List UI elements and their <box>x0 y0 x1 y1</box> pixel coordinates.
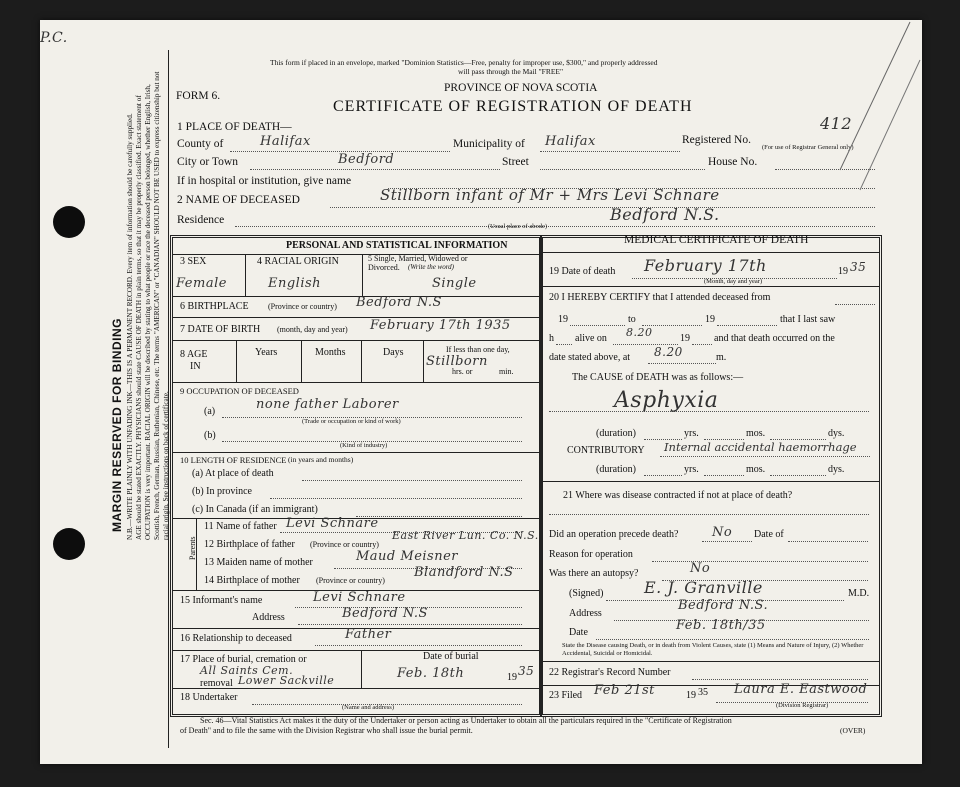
md-label: M.D. <box>848 588 870 599</box>
attended-from-19: 19 <box>558 314 568 325</box>
informant-address-value: Bedford N.S <box>342 606 428 621</box>
certificate-page <box>40 20 922 764</box>
min-label: min. <box>499 367 514 376</box>
mail-notice: This form if placed in an envelope, marked "Dominion Statistics—Free, penalty for improper use, $300," and properly addressed <box>270 58 658 67</box>
registrar-signature: Laura E. Eastwood <box>734 682 868 697</box>
occ-b-label: (b) <box>204 430 216 441</box>
age-label: 8 AGE <box>180 349 208 360</box>
residence-note: (Usual place of abode) <box>488 223 548 230</box>
date-of-death-note: (Month, day and year) <box>704 278 763 285</box>
residence-length-note: (in years and months) <box>288 455 354 464</box>
parents-label: Parents <box>188 536 197 560</box>
cause-yrs-label: yrs. <box>684 428 699 439</box>
filed-year-prefix: 19 <box>686 690 696 701</box>
relationship-value: Father <box>345 627 392 642</box>
date-burial-label: Date of burial <box>423 651 479 662</box>
occ-a-label: (a) <box>204 406 216 417</box>
mail-notice-2: will pass through the Mail "FREE" <box>458 67 564 76</box>
father-birthplace-note: (Province or country) <box>310 540 379 549</box>
at-place-label: (a) At place of death <box>192 468 274 479</box>
age-label2: IN <box>190 361 201 372</box>
months-label: Months <box>315 347 346 358</box>
mother-birthplace-value: Blandford N.S <box>414 565 514 580</box>
page-title: CERTIFICATE OF REGISTRATION OF DEATH <box>333 98 693 115</box>
registered-value: 412 <box>820 114 853 133</box>
burial-label2: removal <box>200 678 233 689</box>
contributory-duration-label: (duration) <box>596 464 636 475</box>
date-of-death-value: February 17th <box>644 256 767 275</box>
autopsy-label: Was there an autopsy? <box>549 568 639 579</box>
contributory-value: Internal accidental haemorrhage <box>664 440 857 454</box>
occ-a-value: none father Laborer <box>256 397 399 412</box>
street-label: Street <box>502 156 529 168</box>
time-of-death-value: 8.20 <box>654 345 683 359</box>
physician-signature: E. J. Granville <box>644 578 763 597</box>
dob-value: February 17th 1935 <box>370 318 511 333</box>
marital-value: Single <box>432 276 477 291</box>
undertaker-note: (Name and address) <box>342 704 394 711</box>
disease-contracted-label: 21 Where was disease contracted if not at place of death? <box>563 490 793 501</box>
binder-hole-bottom <box>53 528 85 560</box>
mother-birthplace-note: (Province or country) <box>316 576 385 585</box>
binder-hole-top <box>53 206 85 238</box>
undertaker-label: 18 Undertaker <box>180 692 238 703</box>
place-of-death-label: 1 PLACE OF DEATH— <box>177 121 292 133</box>
informant-address-label: Address <box>252 612 285 623</box>
municipality-value: Halifax <box>545 134 596 149</box>
date-burial-year-prefix: 19 <box>507 672 517 683</box>
residence-label: Residence <box>177 214 225 226</box>
deceased-name-label: 2 NAME OF DECEASED <box>177 194 300 206</box>
physician-date-value: Feb. 18th/35 <box>676 618 766 633</box>
municipality-label: Municipality of <box>453 138 525 150</box>
medical-heading: MEDICAL CERTIFICATE OF DEATH <box>624 234 809 246</box>
certify-statement: 20 I HEREBY CERTIFY that I attended deceased from <box>549 292 771 303</box>
last-saw-text: that I last saw <box>780 314 836 325</box>
registrar-note: (Division Registrar) <box>776 702 829 709</box>
relationship-label: 16 Relationship to deceased <box>180 633 292 644</box>
time-m-label: m. <box>716 352 727 363</box>
operation-value: No <box>712 525 733 540</box>
alive-on-value: 8.20 <box>626 326 653 339</box>
over-label: (OVER) <box>840 726 866 735</box>
registered-label: Registered No. <box>682 134 751 146</box>
date-stated-text: date stated above, at <box>549 352 631 363</box>
birthplace-note: (Province or country) <box>268 302 337 311</box>
residence-length-label: 10 LENGTH OF RESIDENCE <box>180 455 287 465</box>
dob-label: 7 DATE OF BIRTH <box>180 324 261 335</box>
h-label: h <box>549 333 554 344</box>
city-label: City or Town <box>177 156 238 168</box>
form-number: FORM 6. <box>176 90 221 102</box>
physician-address-label: Address <box>569 608 602 619</box>
sex-label: 3 SEX <box>180 256 207 267</box>
cause-label: The CAUSE of DEATH was as follows:— <box>572 372 744 383</box>
sec46-line-2: of Death" and to file the same with the Division Registrar who shall issue the burial permit. <box>180 726 473 735</box>
occupation-label: 9 OCCUPATION OF DECEASED <box>180 386 299 396</box>
marital-label: 5 Single, Married, Widowed or <box>368 254 468 263</box>
date-burial-value: Feb. 18th <box>397 666 465 681</box>
operation-date-label: Date of <box>754 529 784 540</box>
birthplace-value: Bedford N.S <box>356 295 442 310</box>
racial-value: English <box>268 276 322 291</box>
operation-label: Did an operation precede death? <box>549 529 679 540</box>
corner-mark: P.C. <box>40 30 68 46</box>
filed-year: 35 <box>698 687 708 698</box>
death-occurred-text: and that death occurred on the <box>714 333 835 344</box>
in-canada-label: (c) In Canada (if an immigrant) <box>192 504 318 515</box>
personal-heading: PERSONAL AND STATISTICAL INFORMATION <box>286 240 508 251</box>
occ-a-note: (Trade or occupation or kind of work) <box>302 418 401 425</box>
county-label: County of <box>177 138 224 150</box>
filed-label: 23 Filed <box>549 690 583 701</box>
city-value: Bedford <box>338 152 395 167</box>
occ-b-note: (Kind of industry) <box>340 442 388 449</box>
racial-label: 4 RACIAL ORIGIN <box>257 256 339 267</box>
physician-address-value: Bedford N.S. <box>678 598 769 613</box>
contributory-yrs-label: yrs. <box>684 464 699 475</box>
mother-value: Maud Meisner <box>356 549 459 564</box>
contributory-dys-label: dys. <box>828 464 845 475</box>
mother-birthplace-label: 14 Birthplace of mother <box>204 575 300 586</box>
attended-to-19: 19 <box>705 314 715 325</box>
residence-value: Bedford N.S. <box>610 205 720 224</box>
burial-label: 17 Place of burial, cremation or <box>180 654 307 665</box>
operation-reason-label: Reason for operation <box>549 549 633 560</box>
date-of-death-year: 35 <box>850 260 867 274</box>
informant-label: 15 Informant's name <box>180 595 263 606</box>
burial-value-2: Lower Sackville <box>238 674 335 687</box>
date-of-death-label: 19 Date of death <box>549 266 616 277</box>
in-province-label: (b) In province <box>192 486 252 497</box>
physician-date-label: Date <box>569 627 588 638</box>
alive-on-19: 19 <box>680 333 690 344</box>
date-of-death-year-prefix: 19 <box>838 266 848 277</box>
deceased-name-value: Stillborn infant of Mr + Mrs Levi Schnare <box>380 186 720 204</box>
autopsy-value: No <box>690 561 711 576</box>
father-label: 11 Name of father <box>204 521 277 532</box>
days-label: Days <box>383 347 404 358</box>
registered-note: (For use of Registrar General only) <box>762 144 854 151</box>
age-value: Stillborn <box>426 354 488 369</box>
years-label: Years <box>255 347 278 358</box>
pencil-mark <box>800 20 922 200</box>
cause-duration-label: (duration) <box>596 428 636 439</box>
registrar-record-label: 22 Registrar's Record Number <box>549 667 671 678</box>
county-value: Halifax <box>260 134 311 149</box>
father-value: Levi Schnare <box>286 516 379 531</box>
sec46-line-1: Sec. 46—Vital Statistics Act makes it the duty of the Undertaker or person acting as Undertaker to obtain all the particulars required in the "Certificate of Registration <box>200 716 732 725</box>
cause-mos-label: mos. <box>746 428 766 439</box>
informant-value: Levi Schnare <box>313 590 406 605</box>
birthplace-label: 6 BIRTHPLACE <box>180 301 249 312</box>
binding-margin-label: MARGIN RESERVED FOR BINDING <box>110 318 124 532</box>
attended-to: to <box>628 314 636 325</box>
father-birthplace-label: 12 Birthplace of father <box>204 539 295 550</box>
burial-value-1: All Saints Cem. <box>200 664 294 677</box>
mother-label: 13 Maiden name of mother <box>204 557 313 568</box>
dob-note: (month, day and year) <box>277 325 348 334</box>
alive-on-label: alive on <box>575 333 607 344</box>
father-birthplace-value: East River Lun. Co. N.S. <box>392 529 539 542</box>
signed-label: (Signed) <box>569 588 604 599</box>
marital-note: (Write the word) <box>408 263 455 271</box>
house-label: House No. <box>708 156 758 168</box>
lessday-label: If less than one day, <box>446 345 510 354</box>
province-heading: PROVINCE OF NOVA SCOTIA <box>444 82 598 94</box>
cause-dys-label: dys. <box>828 428 845 439</box>
contributory-mos-label: mos. <box>746 464 766 475</box>
margin-instructions: N.B.—WRITE PLAINLY WITH UNFADING INK—THIS IS A PERMANENT RECORD. Every item of information should be carefully supplied. AGE should be stated EXACTLY. PHYSICIANS should state CAUSE OF DEATH in plain terms, so that it may be properly classified. Exact statement of OCCUPATION is very important. RACIAL ORIGIN will be described by stating to what people or race the deceased person belonged, whether English, Irish, Scottish, French, German, Russian, Ruthenian, Chinese, etc. The terms "AMERICAN" or "CANADIAN" SHOULD NOT BE USED to express citizenship but not racial origin. See instructions on back of certificate. <box>126 71 170 540</box>
hrs-label: hrs. or <box>452 367 473 376</box>
filed-value: Feb 21st <box>594 683 655 698</box>
marital-label2: Divorced. <box>368 263 400 272</box>
sex-value: Female <box>176 276 227 291</box>
violent-causes-note: State the Disease causing Death, or in death from Violent Causes, state (1) Means and Nature of Injury, (2) Whether Accidental, Suicidal or Homicidal. <box>562 642 864 657</box>
cause-value: Asphyxia <box>614 388 719 413</box>
hospital-label: If in hospital or institution, give name <box>177 175 352 187</box>
contributory-label: CONTRIBUTORY <box>567 445 645 456</box>
date-burial-year: 35 <box>518 664 535 678</box>
